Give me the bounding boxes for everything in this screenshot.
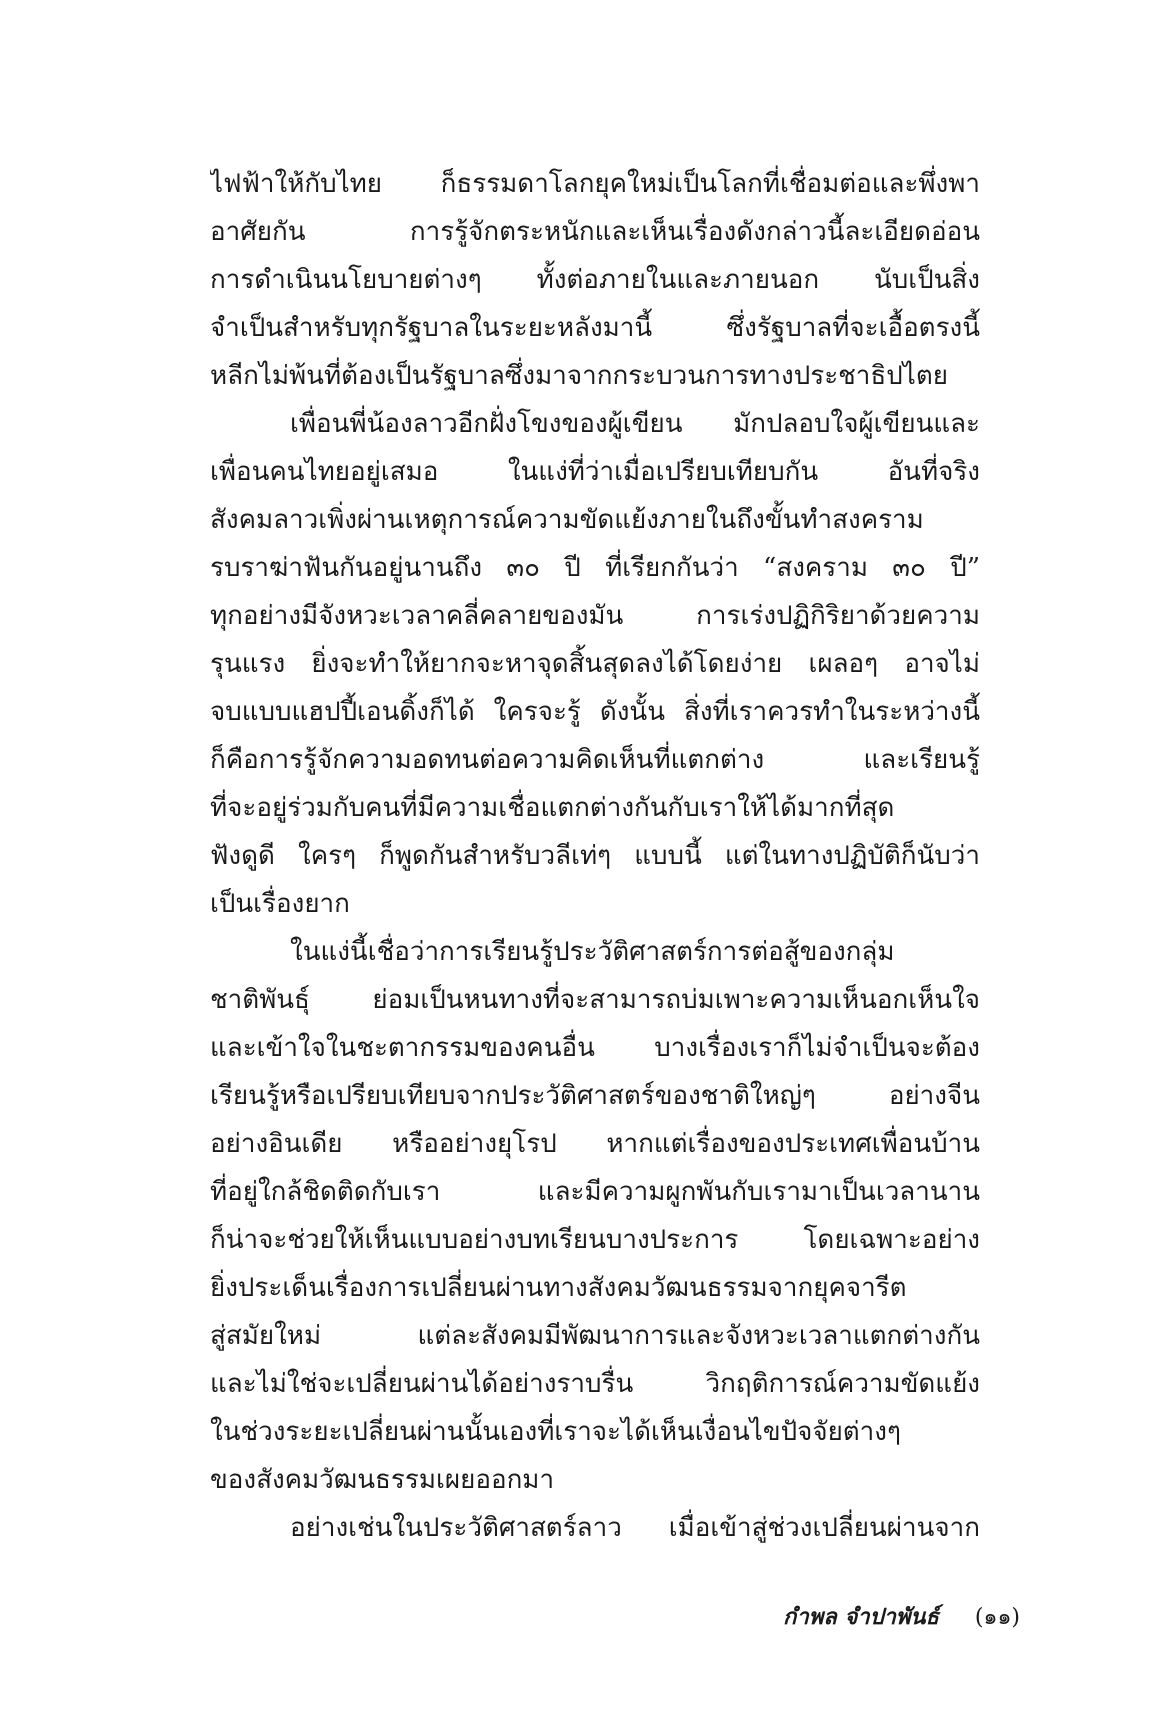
text-line: และเข้าใจในชะตากรรมของคนอื่น บางเรื่องเราก็ไม่จำเป็นจะต้อง <box>210 1033 980 1063</box>
text-line: ยิ่งประเด็นเรื่องการเปลี่ยนผ่านทางสังคมวัฒนธรรมจากยุคจารีต <box>210 1273 907 1303</box>
paragraph-start-line: อย่างเช่นในประวัติศาสตร์ลาว เมื่อเข้าสู่ช่วงเปลี่ยนผ่านจาก <box>290 1513 980 1543</box>
text-line: อาศัยกัน การรู้จักตระหนักและเห็นเรื่องดังกล่าวนี้ละเอียดอ่อน <box>210 217 980 247</box>
page-footer <box>660 1597 1020 1637</box>
text-line: ที่จะอยู่ร่วมกับคนที่มีความเชื่อแตกต่างกันกับเราให้ได้มากที่สุด <box>210 793 895 823</box>
paragraph-end-line: เป็นเรื่องยาก <box>210 889 350 919</box>
text-line: อย่างอินเดีย หรืออย่างยุโรป หากแต่เรื่องของประเทศเพื่อนบ้าน <box>210 1129 980 1159</box>
page-number: (๑๑) <box>974 1605 1020 1630</box>
body-text <box>210 160 980 1552</box>
text-line: ทุกอย่างมีจังหวะเวลาคลี่คลายของมัน การเร่งปฏิกิริยาด้วยความ <box>210 601 980 631</box>
paragraph-start-line: เพื่อนพี่น้องลาวอีกฝั่งโขงของผู้เขียน มักปลอบใจผู้เขียนและ <box>290 409 980 439</box>
text-line: ฟังดูดี ใครๆ ก็พูดกันสำหรับวลีเท่ๆ แบบนี้ แต่ในทางปฏิบัติก็นับว่า <box>210 841 980 871</box>
text-line: สังคมลาวเพิ่งผ่านเหตุการณ์ความขัดแย้งภายในถึงขั้นทำสงคราม <box>210 505 924 535</box>
text-line: ก็น่าจะช่วยให้เห็นแบบอย่างบทเรียนบางประการ โดยเฉพาะอย่าง <box>210 1225 980 1255</box>
text-line: เพื่อนคนไทยอยู่เสมอ ในแง่ที่ว่าเมื่อเปรียบเทียบกัน อันที่จริง <box>210 457 980 487</box>
text-line: ไฟฟ้าให้กับไทย ก็ธรรมดาโลกยุคใหม่เป็นโลกที่เชื่อมต่อและพึ่งพา <box>210 169 980 199</box>
text-line: หลีกไม่พ้นที่ต้องเป็นรัฐบาลซึ่งมาจากกระบวนการทางประชาธิปไตย <box>210 361 948 391</box>
text-line: จบแบบแฮปปี้เอนดิ้งก็ได้ ใครจะรู้ ดังนั้น สิ่งที่เราควรทำในระหว่างนี้ <box>210 697 980 727</box>
text-line: การดำเนินนโยบายต่างๆ ทั้งต่อภายในและภายนอก นับเป็นสิ่ง <box>210 265 980 295</box>
text-line: ที่อยู่ใกล้ชิดติดกับเรา และมีความผูกพันกับเรามาเป็นเวลานาน <box>210 1177 980 1207</box>
text-line: จำเป็นสำหรับทุกรัฐบาลในระยะหลังมานี้ ซึ่งรัฐบาลที่จะเอื้อตรงนี้ <box>210 313 980 343</box>
text-line: รุนแรง ยิ่งจะทำให้ยากจะหาจุดสิ้นสุดลงได้โดยง่าย เผลอๆ อาจไม่ <box>210 649 980 679</box>
text-line: ชาติพันธุ์ ย่อมเป็นหนทางที่จะสามารถบ่มเพาะความเห็นอกเห็นใจ <box>210 985 980 1015</box>
text-line: และไม่ใช่จะเปลี่ยนผ่านได้อย่างราบรื่น วิกฤติการณ์ความขัดแย้ง <box>210 1369 980 1399</box>
text-line: ในช่วงระยะเปลี่ยนผ่านนั้นเองที่เราจะได้เห็นเงื่อนไขปัจจัยต่างๆ <box>210 1417 901 1447</box>
text-line: เรียนรู้หรือเปรียบเทียบจากประวัติศาสตร์ของชาติใหญ่ๆ อย่างจีน <box>210 1081 980 1111</box>
running-footer-author: กำพล จำปาพันธ์ <box>783 1604 939 1630</box>
text-line: สู่สมัยใหม่ แต่ละสังคมมีพัฒนาการและจังหวะเวลาแตกต่างกัน <box>210 1321 980 1351</box>
paragraph-start-line: ในแง่นี้เชื่อว่าการเรียนรู้ประวัติศาสตร์การต่อสู้ของกลุ่ม <box>290 937 895 967</box>
paragraph-end-line: ของสังคมวัฒนธรรมเผยออกมา <box>210 1465 555 1495</box>
text-line: รบราฆ่าฟันกันอยู่นานถึง ๓๐ ปี ที่เรียกกันว่า “สงคราม ๓๐ ปี” <box>210 553 980 583</box>
text-line: ก็คือการรู้จักความอดทนต่อความคิดเห็นที่แตกต่าง และเรียนรู้ <box>210 745 980 775</box>
